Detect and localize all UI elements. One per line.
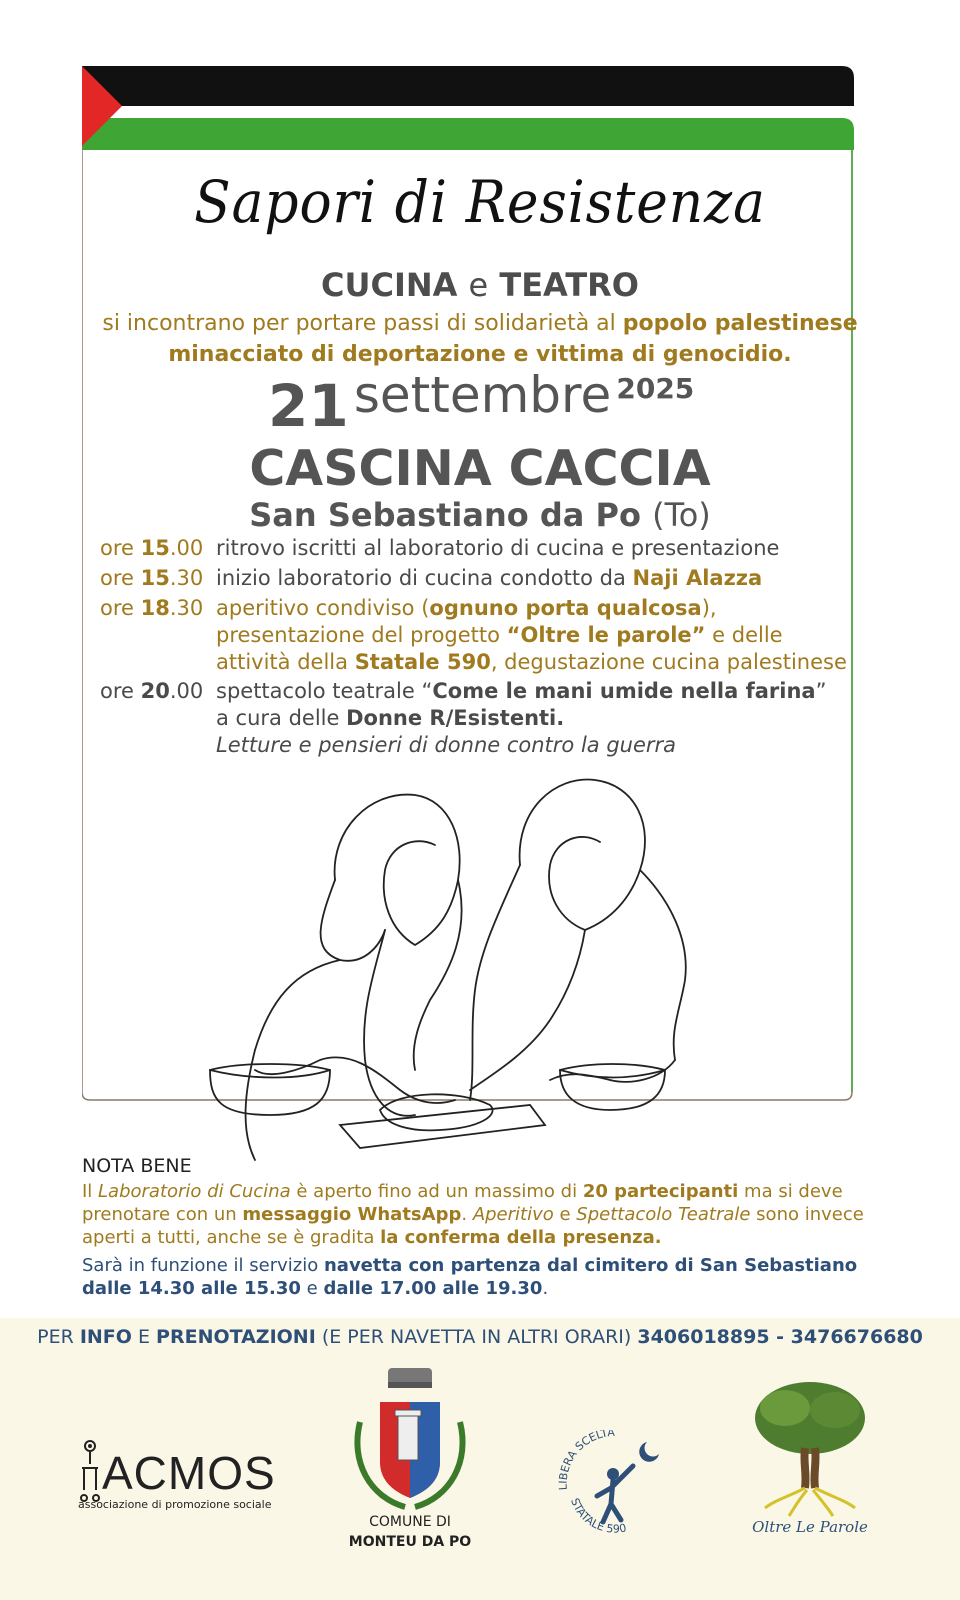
svg-text:STATALE 590: STATALE 590 bbox=[568, 1496, 628, 1536]
subtitle-cucina: CUCINA bbox=[320, 266, 458, 304]
phone-numbers[interactable]: 3406018895 - 3476676680 bbox=[637, 1326, 923, 1348]
town-name: San Sebastiano da Po bbox=[249, 496, 641, 534]
venue-name: CASCINA CACCIA bbox=[249, 440, 711, 497]
acmos-logo bbox=[78, 1438, 278, 1511]
tagline-line1: si incontrano per portare passi di solidarietà al bbox=[102, 311, 623, 336]
venue-town bbox=[0, 496, 960, 534]
comune-label-line2: MONTEU DA PO bbox=[348, 1534, 472, 1550]
date-day: 21 bbox=[268, 372, 349, 440]
municipal-crest-icon bbox=[350, 1362, 470, 1512]
schedule-item-cont: presentazione del progetto “Oltre le parole” e delle bbox=[216, 623, 783, 647]
date-year: 2025 bbox=[616, 372, 695, 405]
schedule-item: inizio laboratorio di cucina condotto da Naji Alazza bbox=[216, 566, 763, 590]
schedule-item-cont: attività della Statale 590, degustazione cucina palestinese bbox=[216, 650, 847, 674]
subtitle-conj: e bbox=[468, 266, 489, 304]
child-moon-icon bbox=[555, 1430, 675, 1540]
shuttle-info: Sarà in funzione il servizio navetta con partenza dal cimitero di San Sebastiano dalle 14.30 alle 15.30 e dalle 17.00 alle 19.30. bbox=[82, 1255, 858, 1299]
libera-scelta-logo bbox=[555, 1430, 675, 1540]
tree-icon bbox=[745, 1378, 875, 1518]
comune-label-line1: COMUNE DI bbox=[369, 1514, 451, 1530]
schedule-item-cont: Letture e pensieri di donne contro la guerra bbox=[216, 733, 677, 757]
nota-bene-title: NOTA BENE bbox=[82, 1155, 192, 1177]
schedule-time: ore 20.00 bbox=[100, 679, 204, 703]
tagline bbox=[60, 308, 900, 370]
comune-logo bbox=[350, 1362, 470, 1562]
svg-text:LIBERA SCELTA: LIBERA SCELTA bbox=[556, 1430, 616, 1491]
event-date bbox=[268, 366, 695, 440]
schedule-time: ore 15.00 bbox=[100, 536, 204, 560]
schedule-item: spettacolo teatrale “Come le mani umide nella farina” bbox=[216, 679, 827, 703]
schedule-item: ritrovo iscritti al laboratorio di cucina e presentazione bbox=[216, 536, 780, 560]
tagline-line1-bold: popolo palestinese bbox=[622, 311, 858, 336]
acmos-subtitle: associazione di promozione sociale bbox=[78, 1498, 272, 1511]
schedule-item: aperitivo condiviso (ognuno porta qualcosa), bbox=[216, 596, 717, 620]
event-title: Sapori di Resistenza bbox=[194, 168, 766, 236]
schedule-time: ore 15.30 bbox=[100, 566, 204, 590]
women-cooking-illustration bbox=[200, 770, 720, 1170]
subtitle bbox=[0, 266, 960, 304]
contact-line: PER INFO E PRENOTAZIONI (E PER NAVETTA IN ALTRI ORARI) 3406018895 - 3476676680 bbox=[37, 1326, 923, 1348]
tagline-line2-bold: minacciato di deportazione e vittima di genocidio. bbox=[168, 342, 792, 367]
nota-bene-paragraph: Il Laboratorio di Cucina è aperto fino ad un massimo di 20 partecipanti ma si deve prenotare con un messaggio WhatsApp. Aperitivo e Spettacolo Teatrale sono invece aperti a tutti, anche se è gradita la conferma della presenza. bbox=[82, 1181, 864, 1248]
schedule-item-cont: a cura delle Donne R/Esistenti. bbox=[216, 706, 565, 730]
oltre-le-parole-name: Oltre Le Parole bbox=[752, 1518, 868, 1536]
subtitle-teatro: TEATRO bbox=[499, 266, 639, 304]
oltre-le-parole-logo bbox=[745, 1378, 875, 1538]
town-province: (To) bbox=[652, 496, 711, 534]
date-month: settembre bbox=[353, 366, 612, 424]
acmos-name: ACMOS bbox=[102, 1447, 276, 1499]
schedule-time: ore 18.30 bbox=[100, 596, 204, 620]
